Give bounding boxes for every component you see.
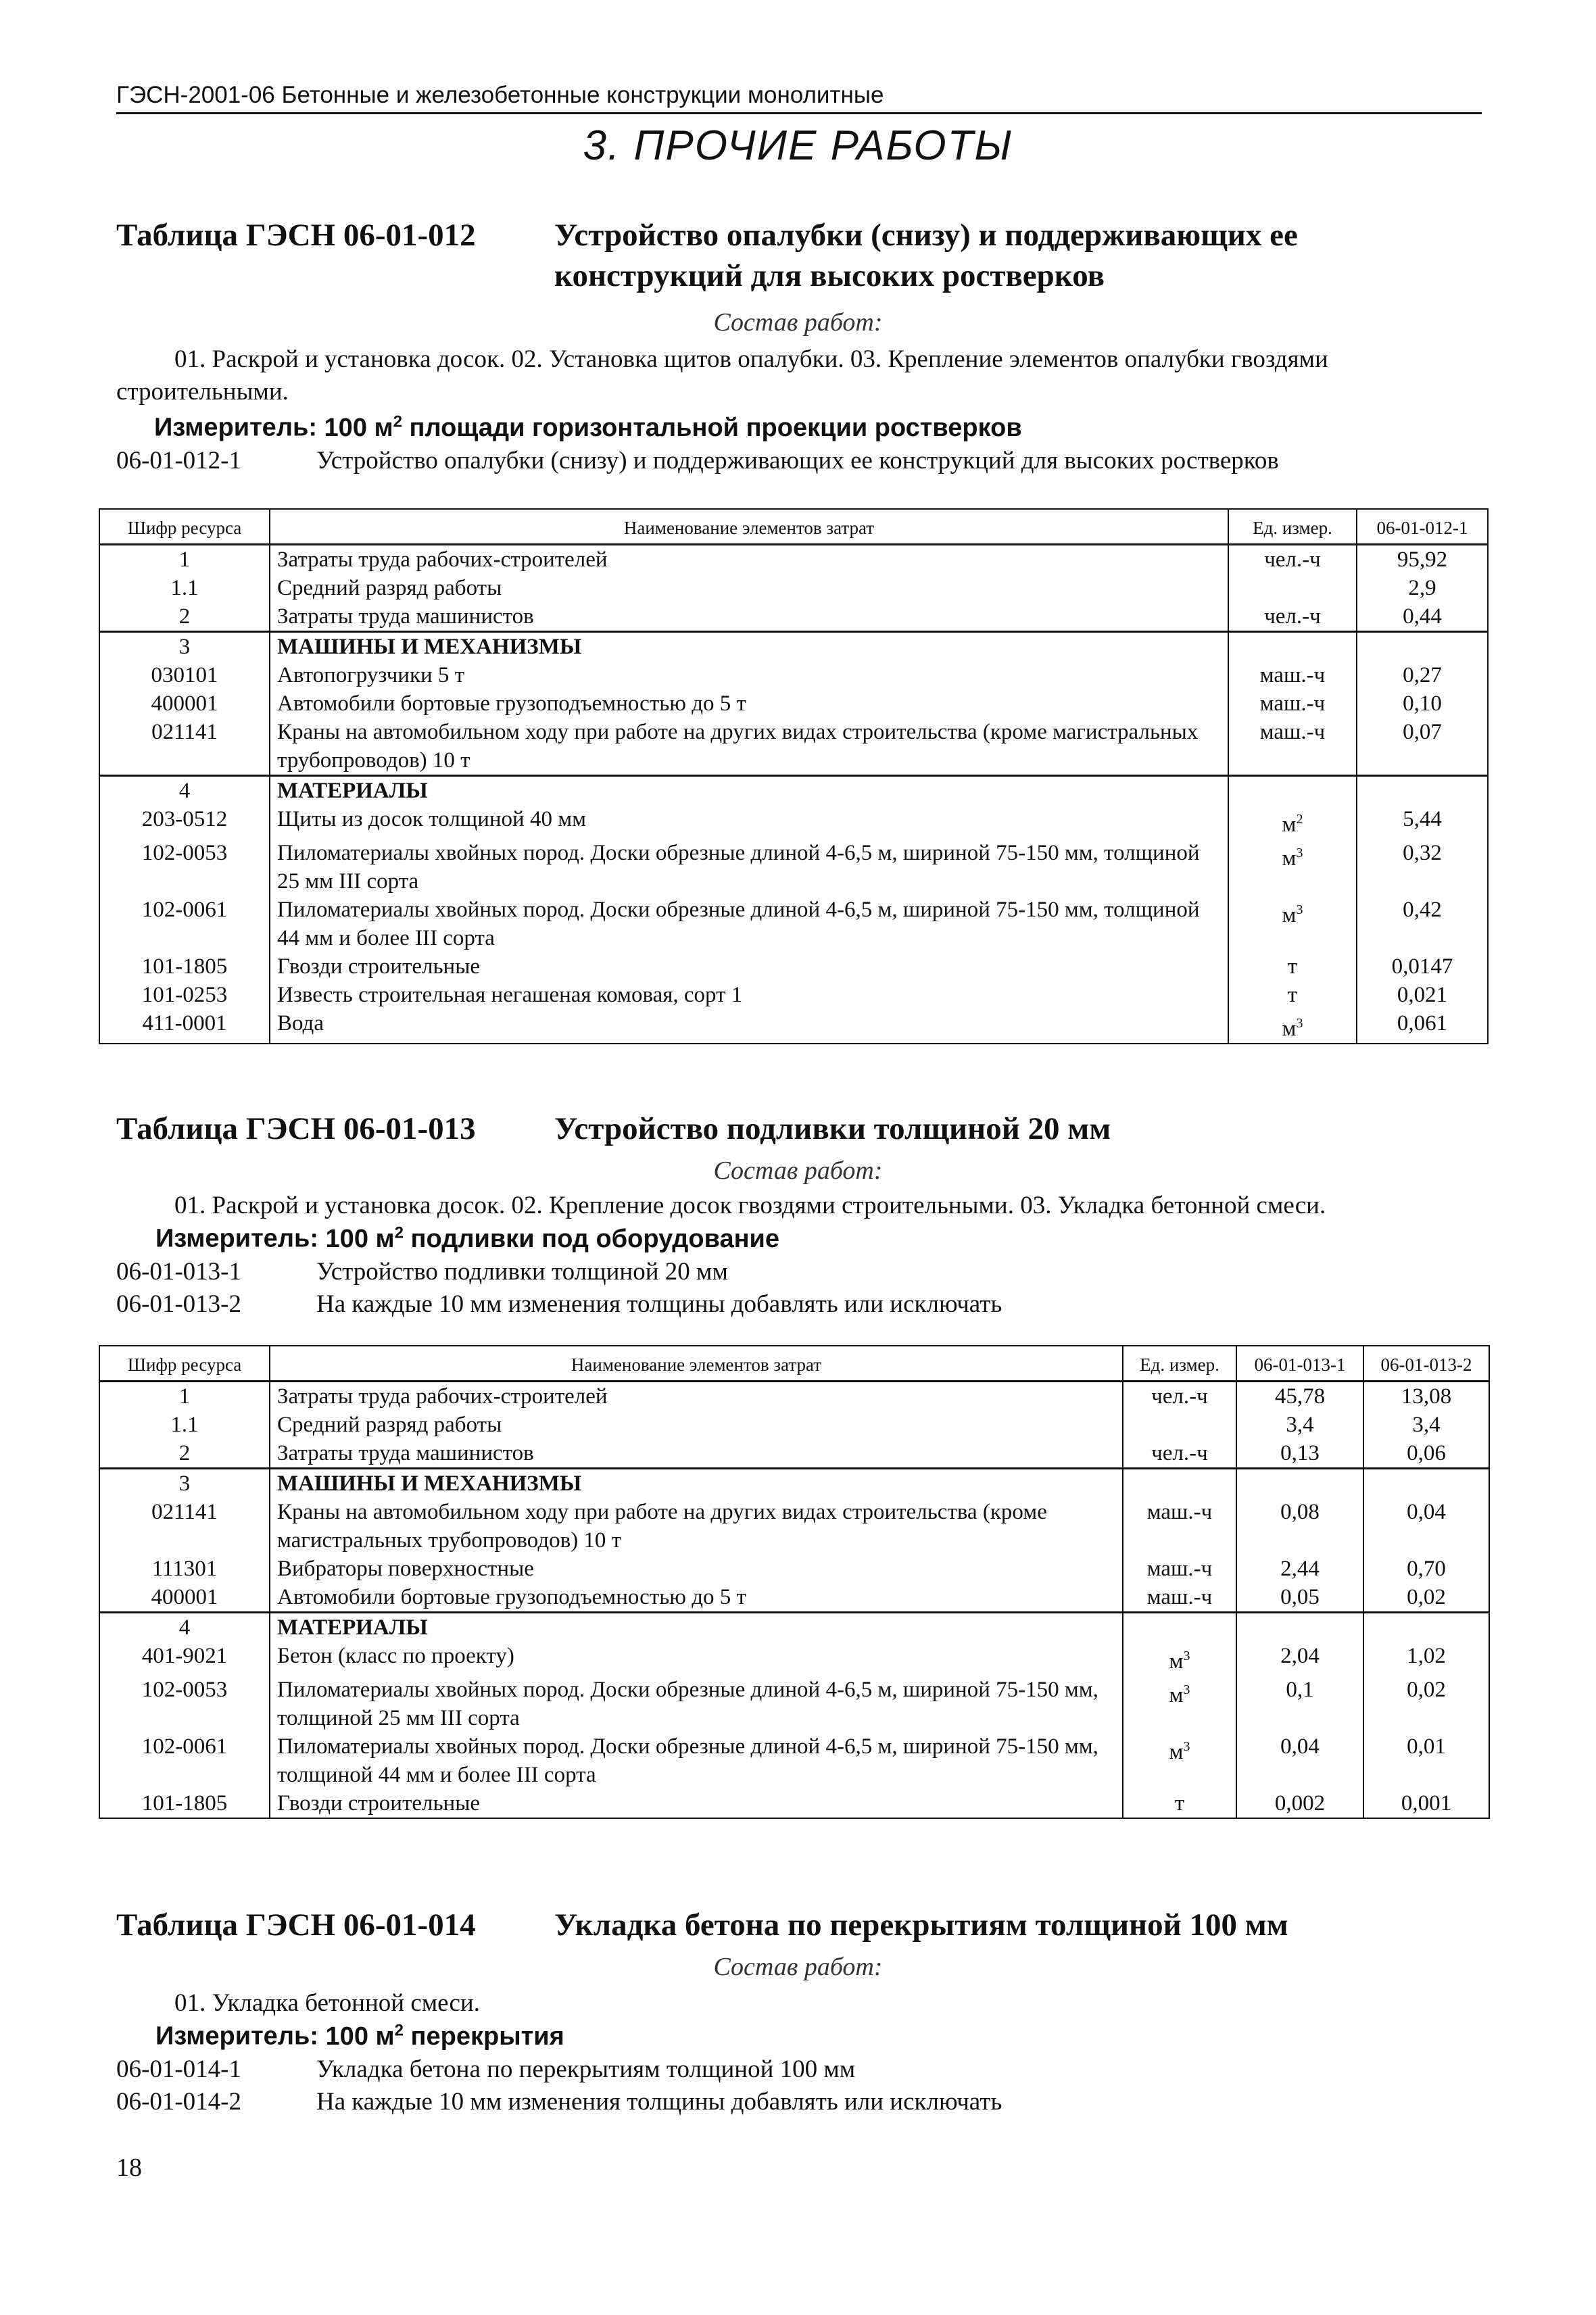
resource-value: 2,9 <box>1357 574 1488 602</box>
norm-line <box>116 1290 1002 1319</box>
resource-unit: $м^3$ <box>1123 1676 1236 1732</box>
meter-line <box>154 412 1022 443</box>
resource-unit: маш.-ч <box>1228 661 1357 689</box>
meter-label: Измеритель: <box>155 2022 318 2051</box>
table-row <box>99 661 1488 689</box>
table-row <box>99 1469 1489 1498</box>
resource-value: 0,01 <box>1363 1732 1489 1789</box>
group-heading: МАТЕРИАЛЫ <box>270 776 1228 806</box>
resource-unit: чел.-ч <box>1123 1382 1236 1411</box>
resource-code: 1.1 <box>99 574 270 602</box>
resource-name: Гвозди строительные <box>270 952 1228 981</box>
resource-value: 0,061 <box>1357 1009 1488 1044</box>
resource-value: 0,08 <box>1236 1498 1363 1555</box>
meter-line <box>155 2021 564 2051</box>
table-row <box>99 632 1488 662</box>
table-row <box>99 1382 1489 1411</box>
resource-name: Краны на автомобильном ходу при работе на других видах строительства (кроме магистральных трубопроводов) 10 т <box>270 1498 1123 1555</box>
norm-code: 06-01-014-2 <box>116 2088 241 2116</box>
page-number: 18 <box>116 2153 142 2182</box>
meter-line <box>155 1223 779 1254</box>
resource-name: Бетон (класс по проекту) <box>270 1642 1123 1676</box>
resource-name: Пиломатериалы хвойных пород. Доски обрезные длиной 4-6,5 м, шириной 75-150 мм, толщиной 25 мм III сорта <box>270 839 1228 896</box>
composition-text: 01. Укладка бетонной смеси. <box>174 1989 480 2017</box>
table-row <box>99 1789 1489 1818</box>
resource-value: 0,27 <box>1357 661 1488 689</box>
column-header: Ед. измер. <box>1228 509 1357 545</box>
table-row <box>99 1439 1489 1469</box>
resource-unit: $м^3$ <box>1123 1732 1236 1789</box>
resource-name: Затраты труда рабочих-строителей <box>270 545 1228 575</box>
resource-code: 4 <box>99 1613 270 1642</box>
resource-code: 101-1805 <box>99 952 270 981</box>
table-code: Таблица ГЭСН 06-01-012 <box>116 218 476 253</box>
resource-name: Пиломатериалы хвойных пород. Доски обрезные длиной 4-6,5 м, шириной 75-150 мм, толщиной 44 мм и более III сорта <box>270 896 1228 952</box>
composition-label: Состав работ: <box>713 1156 883 1185</box>
norm-line <box>116 2055 855 2084</box>
resource-value <box>1357 632 1488 662</box>
table-row <box>99 839 1488 896</box>
resource-name: Известь строительная негашеная комовая, сорт 1 <box>270 981 1228 1009</box>
resource-unit: маш.-ч <box>1228 689 1357 718</box>
resource-unit: т <box>1228 981 1357 1009</box>
table-row <box>99 776 1488 806</box>
table-heading-013 <box>116 1108 1495 1149</box>
resource-code: 1.1 <box>99 1411 270 1439</box>
resource-value: 2,44 <box>1236 1555 1363 1583</box>
table-code: Таблица ГЭСН 06-01-013 <box>116 1111 476 1146</box>
resource-value: 0,001 <box>1363 1789 1489 1818</box>
table-row <box>99 689 1488 718</box>
resource-value <box>1363 1469 1489 1498</box>
resource-value: 0,04 <box>1363 1498 1489 1555</box>
resource-value <box>1236 1613 1363 1642</box>
norm-line <box>116 446 1279 475</box>
resource-value: 0,32 <box>1357 839 1488 896</box>
group-heading: МАШИНЫ И МЕХАНИЗМЫ <box>270 632 1228 662</box>
norm-text: Устройство подливки толщиной 20 мм <box>316 1258 728 1286</box>
resource-code: 2 <box>99 602 270 632</box>
norm-line <box>116 2087 1002 2116</box>
resource-name: Автопогрузчики 5 т <box>270 661 1228 689</box>
table-title: Устройство подливки толщиной 20 мм <box>554 1111 1111 1146</box>
table-row <box>99 1676 1489 1732</box>
resource-value: 0,02 <box>1363 1583 1489 1613</box>
resource-name: Щиты из досок толщиной 40 мм <box>270 805 1228 839</box>
resource-code: 030101 <box>99 661 270 689</box>
resource-value: 0,05 <box>1236 1583 1363 1613</box>
table-heading-014 <box>116 1905 1495 1945</box>
norm-text: На каждые 10 мм изменения толщины добавлять или исключать <box>316 2088 1002 2116</box>
resource-unit: $м^2$ <box>1228 805 1357 839</box>
resource-value: 0,02 <box>1363 1676 1489 1732</box>
column-header: Шифр ресурса <box>99 509 270 545</box>
resource-name: Автомобили бортовые грузоподъемностью до 5 т <box>270 1583 1123 1613</box>
resource-name: Вода <box>270 1009 1228 1044</box>
resource-unit: т <box>1228 952 1357 981</box>
resource-value: 0,70 <box>1363 1555 1489 1583</box>
resource-unit: т <box>1123 1789 1236 1818</box>
resource-value: 0,021 <box>1357 981 1488 1009</box>
resource-unit: $м^3$ <box>1228 839 1357 896</box>
resource-unit: маш.-ч <box>1123 1498 1236 1555</box>
meter-value: 100 $м^2$ перекрытия <box>325 2021 564 2051</box>
resource-value <box>1357 776 1488 806</box>
resource-name: Пиломатериалы хвойных пород. Доски обрезные длиной 4-6,5 м, шириной 75-150 мм, толщиной 25 мм III сорта <box>270 1676 1123 1732</box>
resource-unit: $м^3$ <box>1228 1009 1357 1044</box>
resource-value: 3,4 <box>1236 1411 1363 1439</box>
table-row <box>99 952 1488 981</box>
table-title: Устройство опалубки (снизу) и поддерживающих ее конструкций для высоких ростверков <box>554 218 1298 293</box>
table-row <box>99 1583 1489 1613</box>
table-row <box>99 1498 1489 1555</box>
resource-code: 400001 <box>99 689 270 718</box>
resource-unit: чел.-ч <box>1228 602 1357 632</box>
column-header: 06-01-013-1 <box>1236 1346 1363 1382</box>
table-title: Укладка бетона по перекрытиям толщиной 100 мм <box>554 1907 1288 1943</box>
resource-value: 0,0147 <box>1357 952 1488 981</box>
resource-code: 400001 <box>99 1583 270 1613</box>
resource-value: 0,07 <box>1357 718 1488 776</box>
resource-code: 1 <box>99 1382 270 1411</box>
resource-value: 0,44 <box>1357 602 1488 632</box>
norm-code: 06-01-012-1 <box>116 447 241 474</box>
table-row <box>99 1642 1489 1676</box>
resource-value: 0,06 <box>1363 1439 1489 1469</box>
resource-value <box>1363 1613 1489 1642</box>
composition-text: 01. Раскрой и установка досок. 02. Установка щитов опалубки. 03. Крепление элементов опалубки гвоздями строительными. <box>116 345 1328 406</box>
table-row <box>99 1732 1489 1789</box>
norm-code: 06-01-013-2 <box>116 1290 241 1318</box>
resource-code: 203-0512 <box>99 805 270 839</box>
resource-code: 4 <box>99 776 270 806</box>
resource-code: 102-0061 <box>99 1732 270 1789</box>
table-row <box>99 805 1488 839</box>
resource-table-012 <box>99 508 1489 1044</box>
resource-name: Гвозди строительные <box>270 1789 1123 1818</box>
resource-value: 2,04 <box>1236 1642 1363 1676</box>
meter-value: 100 $м^2$ подливки под оборудование <box>325 1223 780 1253</box>
table-code: Таблица ГЭСН 06-01-014 <box>116 1907 476 1943</box>
resource-code: 102-0053 <box>99 839 270 896</box>
resource-code: 102-0053 <box>99 1676 270 1732</box>
table-row <box>99 1555 1489 1583</box>
table-header-row <box>99 1346 1489 1382</box>
norm-code: 06-01-014-1 <box>116 2055 241 2083</box>
resource-code: 1 <box>99 545 270 575</box>
column-header: Шифр ресурса <box>99 1346 270 1382</box>
group-heading: МАШИНЫ И МЕХАНИЗМЫ <box>270 1469 1123 1498</box>
resource-value: 0,42 <box>1357 896 1488 952</box>
resource-code: 2 <box>99 1439 270 1469</box>
resource-unit <box>1228 632 1357 662</box>
composition-text: 01. Раскрой и установка досок. 02. Крепление досок гвоздями строительными. 03. Укладка бетонной смеси. <box>174 1192 1326 1219</box>
resource-unit: чел.-ч <box>1228 545 1357 575</box>
table-row <box>99 896 1488 952</box>
resource-code: 101-1805 <box>99 1789 270 1818</box>
table-row <box>99 718 1488 776</box>
group-heading: МАТЕРИАЛЫ <box>270 1613 1123 1642</box>
resource-unit <box>1228 776 1357 806</box>
resource-unit: маш.-ч <box>1123 1555 1236 1583</box>
resource-value: 0,1 <box>1236 1676 1363 1732</box>
resource-value: 45,78 <box>1236 1382 1363 1411</box>
table-row <box>99 981 1488 1009</box>
composition-label: Состав работ: <box>713 1953 883 1981</box>
norm-code: 06-01-013-1 <box>116 1258 241 1286</box>
resource-unit <box>1123 1411 1236 1439</box>
meter-value: 100 $м^2$ площади горизонтальной проекции ростверков <box>324 412 1022 442</box>
table-header-row <box>99 509 1488 545</box>
column-header: Ед. измер. <box>1123 1346 1236 1382</box>
resource-code: 111301 <box>99 1555 270 1583</box>
resource-name: Пиломатериалы хвойных пород. Доски обрезные длиной 4-6,5 м, шириной 75-150 мм, толщиной 44 мм и более III сорта <box>270 1732 1123 1789</box>
resource-unit <box>1123 1469 1236 1498</box>
resource-unit <box>1123 1613 1236 1642</box>
resource-unit: чел.-ч <box>1123 1439 1236 1469</box>
composition-label: Состав работ: <box>713 308 883 337</box>
meter-label: Измеритель: <box>155 1224 318 1253</box>
resource-value: 0,04 <box>1236 1732 1363 1789</box>
resource-value: 95,92 <box>1357 545 1488 575</box>
resource-value: 0,10 <box>1357 689 1488 718</box>
section-title: 3. ПРОЧИЕ РАБОТЫ <box>583 122 1013 169</box>
resource-name: Затраты труда машинистов <box>270 602 1228 632</box>
meter-label: Измеритель: <box>154 413 317 442</box>
resource-name: Вибраторы поверхностные <box>270 1555 1123 1583</box>
norm-text: Устройство опалубки (снизу) и поддерживающих ее конструкций для высоких ростверков <box>316 447 1279 474</box>
resource-name: Краны на автомобильном ходу при работе на других видах строительства (кроме магистральных трубопроводов) 10 т <box>270 718 1228 776</box>
resource-code: 101-0253 <box>99 981 270 1009</box>
resource-value: 13,08 <box>1363 1382 1489 1411</box>
resource-unit: $м^3$ <box>1228 896 1357 952</box>
resource-value: 0,002 <box>1236 1789 1363 1818</box>
norm-text: Укладка бетона по перекрытиям толщиной 100 мм <box>316 2055 856 2083</box>
resource-name: Затраты труда машинистов <box>270 1439 1123 1469</box>
resource-unit <box>1228 574 1357 602</box>
table-row <box>99 1411 1489 1439</box>
resource-name: Затраты труда рабочих-строителей <box>270 1382 1123 1411</box>
resource-code: 411-0001 <box>99 1009 270 1044</box>
column-header: Наименование элементов затрат <box>270 509 1228 545</box>
norm-line <box>116 1257 728 1286</box>
resource-value: 0,13 <box>1236 1439 1363 1469</box>
resource-unit: маш.-ч <box>1123 1583 1236 1613</box>
table-heading-012 <box>116 215 1495 303</box>
resource-table-013 <box>99 1345 1490 1819</box>
resource-name: Средний разряд работы <box>270 574 1228 602</box>
resource-value: 1,02 <box>1363 1642 1489 1676</box>
resource-code: 3 <box>99 632 270 662</box>
table-row <box>99 1009 1488 1044</box>
resource-code: 021141 <box>99 718 270 776</box>
resource-value <box>1236 1469 1363 1498</box>
table-row <box>99 574 1488 602</box>
resource-name: Автомобили бортовые грузоподъемностью до 5 т <box>270 689 1228 718</box>
table-row <box>99 545 1488 575</box>
column-header: 06-01-013-2 <box>1363 1346 1489 1382</box>
table-row <box>99 1613 1489 1642</box>
running-header: ГЭСН-2001-06 Бетонные и железобетонные конструкции монолитные <box>116 80 1482 114</box>
resource-code: 102-0061 <box>99 896 270 952</box>
resource-unit: маш.-ч <box>1228 718 1357 776</box>
column-header: 06-01-012-1 <box>1357 509 1488 545</box>
resource-name: Средний разряд работы <box>270 1411 1123 1439</box>
resource-unit: $м^3$ <box>1123 1642 1236 1676</box>
table-row <box>99 602 1488 632</box>
resource-code: 3 <box>99 1469 270 1498</box>
resource-code: 401-9021 <box>99 1642 270 1676</box>
resource-value: 3,4 <box>1363 1411 1489 1439</box>
resource-value: 5,44 <box>1357 805 1488 839</box>
resource-code: 021141 <box>99 1498 270 1555</box>
column-header: Наименование элементов затрат <box>270 1346 1123 1382</box>
norm-text: На каждые 10 мм изменения толщины добавлять или исключать <box>316 1290 1002 1318</box>
